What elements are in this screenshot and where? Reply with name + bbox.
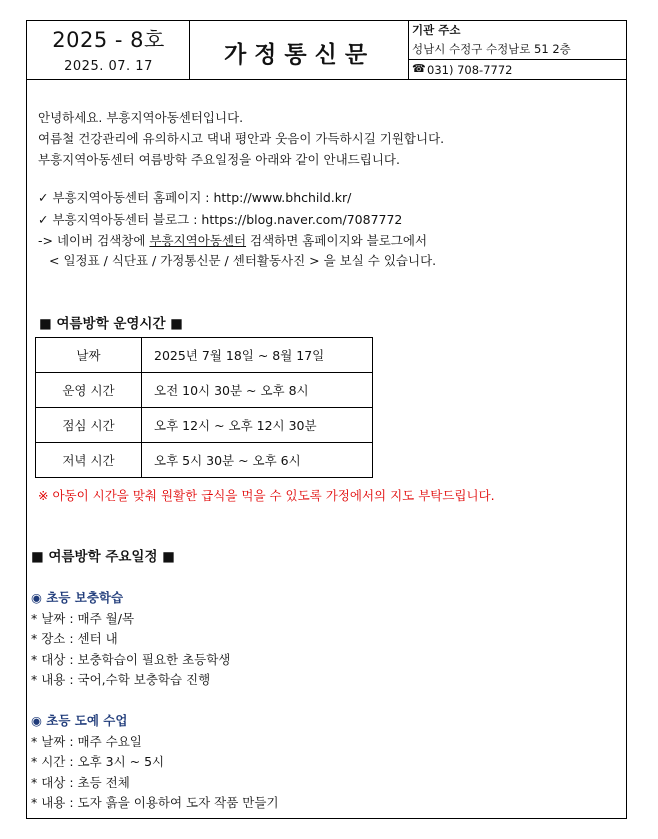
list-item: * 시간 : 오후 3시 ~ 5시 <box>31 754 165 769</box>
list-item: * 날짜 : 매주 월/목 <box>31 611 135 626</box>
org-phone-row <box>409 59 626 79</box>
hours-label: 점심 시간 <box>36 408 142 443</box>
hours-note: ※ 아동이 시간을 맞춰 원활한 급식을 먹을 수 있도록 가정에서의 지도 부탁드립니다. <box>38 488 495 503</box>
list-item: * 장소 : 센터 내 <box>31 631 118 646</box>
intro-line-1: 안녕하세요. 부흥지역아동센터입니다. <box>38 110 244 125</box>
newsletter-header <box>27 21 626 80</box>
hours-value: 오후 5시 30분 ~ 오후 6시 <box>142 443 373 478</box>
program-title: ◉ 초등 보충학습 <box>31 590 124 605</box>
hours-label: 저녁 시간 <box>36 443 142 478</box>
org-address: 성남시 수정구 수정남로 51 2층 <box>412 42 571 56</box>
list-item: * 내용 : 국어,수학 보충학습 진행 <box>31 672 211 687</box>
hours-label: 운영 시간 <box>36 373 142 408</box>
hours-value: 2025년 7월 18일 ~ 8월 17일 <box>142 338 373 373</box>
list-item: * 대상 : 보충학습이 필요한 초등학생 <box>31 652 231 667</box>
hours-table <box>35 337 373 478</box>
table-row <box>36 408 373 443</box>
issue-number: 2025 - 8호 <box>52 28 165 52</box>
list-item: * 대상 : 초등 전체 <box>31 775 130 790</box>
phone-icon: ☎ <box>412 62 426 75</box>
homepage-link[interactable]: ✓ 부흥지역아동센터 홈페이지 : http://www.bhchild.kr/ <box>38 190 352 205</box>
org-phone: 031) 708-7772 <box>427 63 513 77</box>
search-guide-line <box>38 231 427 249</box>
program-title: ◉ 초등 도예 수업 <box>31 713 128 728</box>
table-row <box>36 443 373 478</box>
hours-value: 오후 12시 ~ 오후 12시 30분 <box>142 408 373 443</box>
title-box <box>190 21 409 79</box>
hours-section-title: ■ 여름방학 운영시간 ■ <box>39 316 183 332</box>
search-term: 부흥지역아동센터 <box>149 233 247 248</box>
view-guide-line: < 일정표 / 식단표 / 가정통신문 / 센터활동사진 > 을 보실 수 있습니다. <box>49 253 437 268</box>
search-guide-suffix: 검색하면 홈페이지와 블로그에서 <box>246 233 428 248</box>
table-row <box>36 373 373 408</box>
intro-line-2: 여름철 건강관리에 유의하시고 댁내 평안과 웃음이 가득하시길 기원합니다. <box>38 131 445 146</box>
table-row <box>36 338 373 373</box>
list-item: * 내용 : 도자 흙을 이용하여 도자 작품 만들기 <box>31 795 279 810</box>
hours-value: 오전 10시 30분 ~ 오후 8시 <box>142 373 373 408</box>
list-item: * 날짜 : 매주 수요일 <box>31 734 142 749</box>
page-title: 가정통신문 <box>223 42 376 68</box>
blog-link[interactable]: ✓ 부흥지역아동센터 블로그 : https://blog.naver.com/7087772 <box>38 212 403 227</box>
issue-box <box>27 21 190 79</box>
org-info-box <box>409 21 626 79</box>
search-guide-prefix: -> 네이버 검색창에 <box>38 233 150 248</box>
intro-line-3: 부흥지역아동센터 여름방학 주요일정을 아래와 같이 안내드립니다. <box>38 152 400 167</box>
hours-label: 날짜 <box>36 338 142 373</box>
issue-date: 2025. 07. 17 <box>64 59 153 74</box>
org-address-label: 기관 주소 <box>412 23 461 37</box>
schedule-section-title: ■ 여름방학 주요일정 ■ <box>31 549 175 565</box>
newsletter-page <box>26 20 627 819</box>
